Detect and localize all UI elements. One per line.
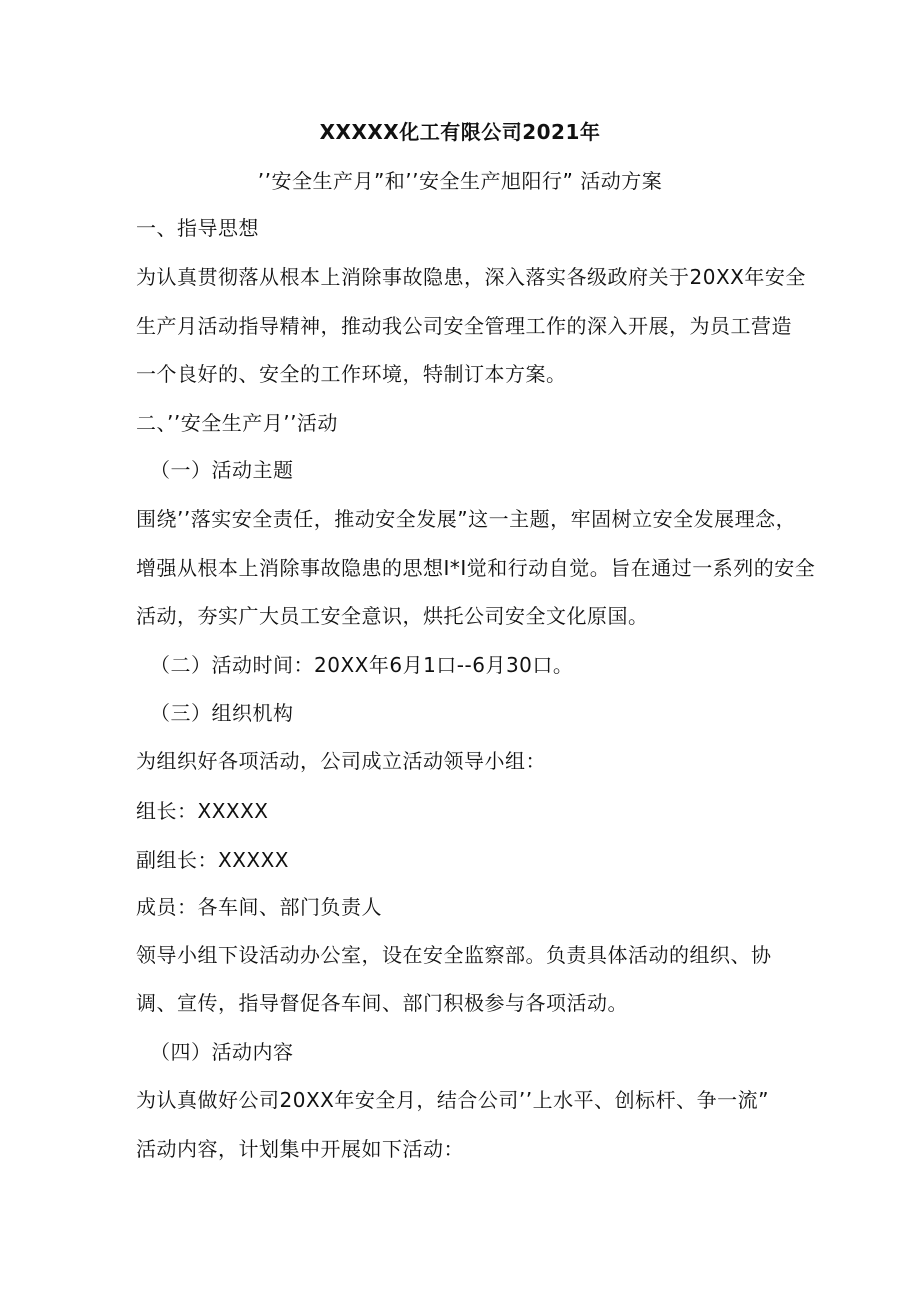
paragraph-line: 围绕’’落实安全责任，推动安全发展”这一主题，牢固树立安全发展理念， xyxy=(136,507,797,531)
paragraph-line: 活动内容，计划集中开展如下活动： xyxy=(136,1137,464,1161)
paragraph-line: 一个良好的、安全的工作环境，特制订本方案。 xyxy=(136,362,567,386)
paragraph-line: 为认真做好公司20XX年安全月，结合公司’’上水平、创标杆、争一流” xyxy=(136,1088,769,1112)
paragraph-line: 生产月活动指导精神，推动我公司安全管理工作的深入开展，为员工营造 xyxy=(136,314,792,338)
document-title: XXXXX化工有限公司2021年 xyxy=(319,120,601,144)
paragraph-line: 调、宣传，指导督促各车间、部门积极参与各项活动。 xyxy=(136,991,628,1015)
paragraph-line: 为组织好各项活动，公司成立活动领导小组： xyxy=(136,749,546,773)
paragraph-line: 成员：各车间、部门负责人 xyxy=(136,895,382,919)
paragraph-line: 为认真贯彻落从根本上消除事故隐患，深入落实各级政府关于20XX年安全 xyxy=(136,265,806,289)
paragraph-line: 领导小组下设活动办公室，设在安全监察部。负责具体活动的组织、协 xyxy=(136,943,772,967)
paragraph-line: 组长：XXXXX xyxy=(136,799,269,823)
subsection-heading: （二）活动时间：20XX年6月1口--6月30口。 xyxy=(150,653,574,677)
paragraph-line: 增强从根本上消除事故隐患的思想I*I觉和行动自觉。旨在通过一系列的安全 xyxy=(136,556,816,580)
paragraph-line: 副组长：XXXXX xyxy=(136,848,290,872)
paragraph-line: 活动，夯实广大员工安全意识，烘托公司安全文化原国。 xyxy=(136,604,649,628)
section-heading: 一、指导思想 xyxy=(136,216,259,240)
subsection-heading: （一）活动主题 xyxy=(150,458,294,482)
subsection-heading: （三）组织机构 xyxy=(150,701,294,725)
subsection-heading: （四）活动内容 xyxy=(150,1040,294,1064)
document-subtitle: ’’安全生产月”和’’安全生产旭阳行” 活动方案 xyxy=(257,169,663,193)
section-heading: 二、’’安全生产月’’活动 xyxy=(136,411,338,435)
